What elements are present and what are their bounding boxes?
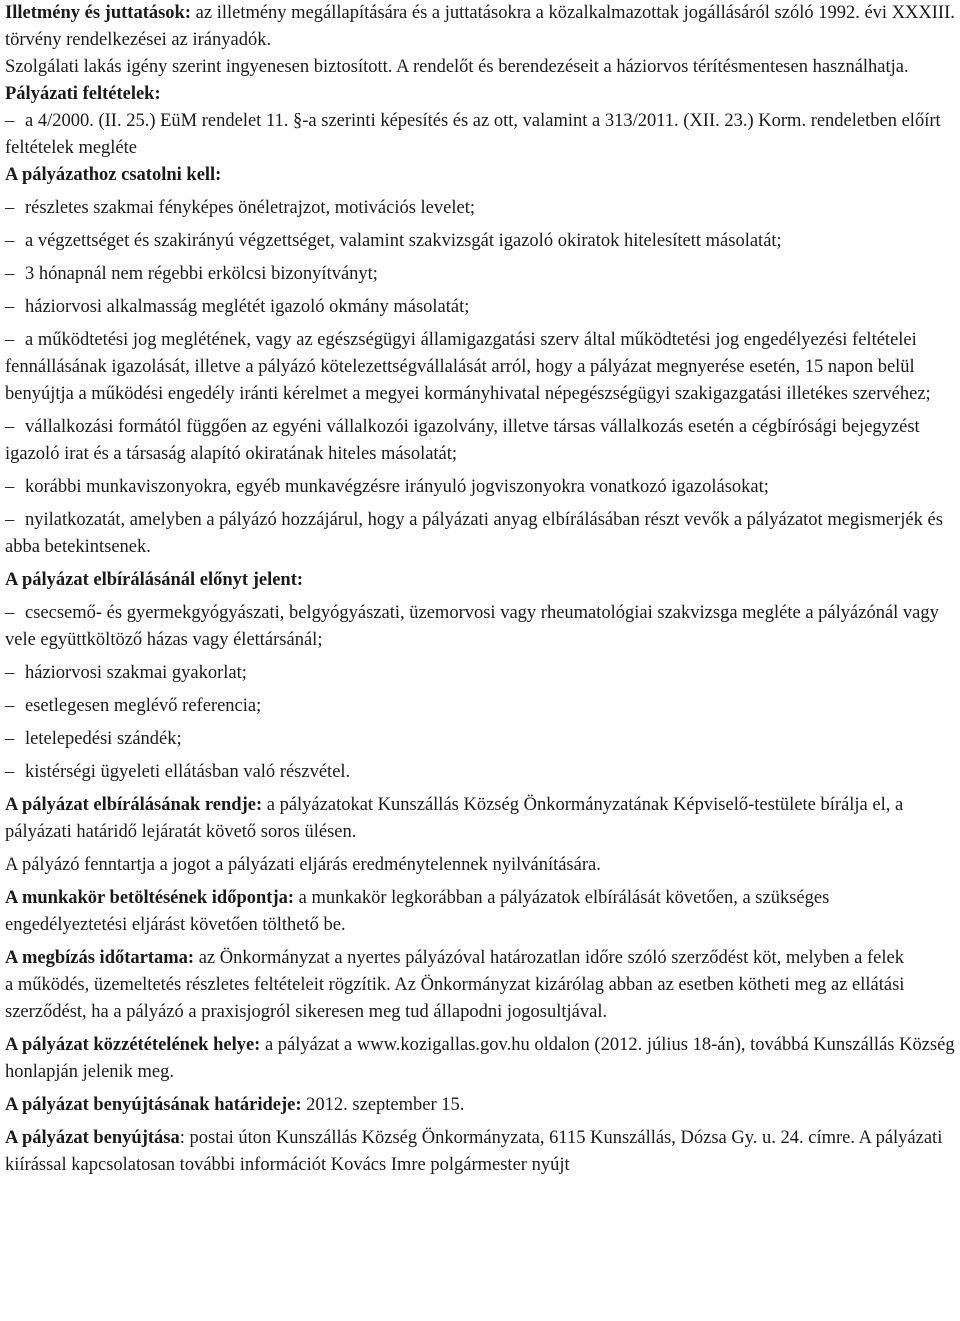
bullet-dash: – [5, 417, 15, 437]
hatarido-paragraph [5, 1092, 955, 1119]
list-item-text: korábbi munkaviszonyokra, egyéb munkavégzésre irányuló jogviszonyokra vonatkozó igazolásokat; [25, 477, 769, 497]
list-item [5, 693, 955, 720]
illetmeny-text: az illetmény megállapítására és a juttatásokra a közalkalmazottak jogállásáról szóló 1992. évi XXXIII. törvény rendelkezései az irányadók. [5, 3, 955, 50]
bullet-dash: – [5, 330, 15, 350]
feltetelek-heading: Pályázati feltételek: [5, 84, 161, 104]
list-item [5, 660, 955, 687]
list-item [5, 600, 955, 654]
bullet-dash: – [5, 510, 15, 530]
list-item-text: letelepedési szándék; [25, 729, 182, 749]
bullet-dash: – [5, 696, 15, 716]
bullet-dash: – [5, 297, 15, 317]
hatarido-label: A pályázat benyújtásának határideje: [5, 1095, 302, 1115]
benyujtas-text: : postai úton Kunszállás Község Önkormányzata, 6115 Kunszállás, Dózsa Gy. u. 24. címre. A pályázati kiírással kapcsolatosan további információt Kovács Imre polgármester nyújt [5, 1128, 943, 1175]
list-item [5, 195, 955, 222]
list-item-text: vállalkozási formától függően az egyéni vállalkozói igazolvány, illetve társas vállalkozás esetén a cégbírósági bejegyzést igazoló irat és a társaság alapító okiratának hiteles másolatát; [5, 417, 920, 464]
list-item [5, 261, 955, 288]
list-item-text: háziorvosi szakmai gyakorlat; [25, 663, 247, 683]
illetmeny-paragraph [5, 0, 955, 54]
list-item-text: 3 hónapnál nem régebbi erkölcsi bizonyítványt; [25, 264, 378, 284]
list-item-text: csecsemő- és gyermekgyógyászati, belgyógyászati, üzemorvosi vagy rheumatológiai szakvizsga megléte a pályázónál vagy vele együttköltöző házas vagy élettársánál; [5, 603, 939, 650]
bullet-dash: – [5, 231, 15, 251]
bullet-dash: – [5, 477, 15, 497]
bullet-dash: – [5, 603, 15, 623]
list-item-text: a végzettséget és szakirányú végzettséget, valamint szakvizsgát igazoló okiratok hitelesített másolatát; [25, 231, 782, 251]
list-item [5, 759, 955, 786]
list-item-text: részletes szakmai fényképes önéletrajzot, motivációs levelet; [25, 198, 475, 218]
document [5, 0, 955, 1179]
list-item [5, 726, 955, 753]
bullet-dash: – [5, 762, 15, 782]
megbizas-label: A megbízás időtartama: [5, 948, 195, 968]
megbizas-text: az Önkormányzat a nyertes pályázóval határozatlan időre szóló szerződést köt, melyben a felek [194, 948, 904, 968]
elony-list [5, 600, 955, 786]
csatolni-list [5, 195, 955, 561]
bullet-dash: – [5, 729, 15, 749]
benyujtas-paragraph [5, 1125, 955, 1179]
megbizas-paragraph [5, 945, 955, 972]
bullet-dash: – [5, 663, 15, 683]
rendje-text: a pályázatokat Kunszállás Község Önkormányzatának Képviselő-testülete bírálja el, a pályázati határidő lejáratát követő soros ülésen. [5, 795, 904, 842]
fenntartja-paragraph: A pályázó fenntartja a jogot a pályázati eljárás eredménytelennek nyilvánítására. [5, 855, 601, 875]
list-item [5, 474, 955, 501]
list-item-text: kistérségi ügyeleti ellátásban való részvétel. [25, 762, 351, 782]
list-item [5, 228, 955, 255]
megbizas-continuation: a működés, üzemeltetés részletes feltételeit rögzítik. Az Önkormányzat kizárólag abban az esetben kötheti meg az ellátási szerződést, ha a pályázó a praxisjogról sikeresen meg tud állapodni jogosultjával. [5, 975, 905, 1022]
list-item [5, 327, 955, 408]
betoltes-text: a munkakör legkorábban a pályázatok elbírálását követően, a szükséges engedélyeztetési eljárást követően tölthető be. [5, 888, 830, 935]
betoltes-label: A munkakör betöltésének időpontja: [5, 888, 295, 908]
list-item-text: háziorvosi alkalmasság meglétét igazoló okmány másolatát; [25, 297, 470, 317]
hatarido-text: 2012. szeptember 15. [301, 1095, 465, 1115]
kozzetetel-text: a pályázat a www.kozigallas.gov.hu oldalon (2012. július 18-án), továbbá Kunszállás Község honlapján jelenik meg. [5, 1035, 955, 1082]
kozzetetel-paragraph [5, 1032, 955, 1086]
rendje-paragraph [5, 792, 955, 846]
betoltes-paragraph [5, 885, 955, 939]
list-item-text: esetlegesen meglévő referencia; [25, 696, 262, 716]
benyujtas-label: A pályázat benyújtása [5, 1128, 180, 1148]
kozzetetel-label: A pályázat közzétételének helye: [5, 1035, 261, 1055]
illetmeny-label: Illetmény és juttatások: [5, 3, 192, 23]
rendje-label: A pályázat elbírálásának rendje: [5, 795, 263, 815]
csatolni-heading: A pályázathoz csatolni kell: [5, 165, 222, 185]
list-item-text: a működtetési jog meglétének, vagy az egészségügyi államigazgatási szerv által működtetési jog engedélyezési feltételei fennállásának igazolását, illetve a pályázó kötelezettségvállalását arról, hogy a pályázat megnyerése esetén, 15 napon belül benyújtja a működési engedély iránti kérelmet a megyei kormányhivatal népegészségügyi szakigazgatási illetékes szervéhez; [5, 330, 931, 404]
elony-heading: A pályázat elbírálásánál előnyt jelent: [5, 570, 304, 590]
list-item [5, 507, 955, 561]
bullet-dash: – [5, 198, 15, 218]
list-item [5, 294, 955, 321]
lakas-paragraph: Szolgálati lakás igény szerint ingyenesen biztosított. A rendelőt és berendezéseit a háziorvos térítésmentesen használhatja. [5, 57, 909, 77]
list-item [5, 414, 955, 468]
feltetelek-item [5, 108, 955, 162]
feltetelek-item-text: a 4/2000. (II. 25.) EüM rendelet 11. §-a szerinti képesítés és az ott, valamint a 313/2011. (XII. 23.) Korm. rendeletben előírt feltételek megléte [5, 111, 941, 158]
bullet-dash: – [5, 111, 15, 131]
bullet-dash: – [5, 264, 15, 284]
list-item-text: nyilatkozatát, amelyben a pályázó hozzájárul, hogy a pályázati anyag elbírálásában részt vevők a pályázatot megismerjék és abba betekintsenek. [5, 510, 943, 557]
